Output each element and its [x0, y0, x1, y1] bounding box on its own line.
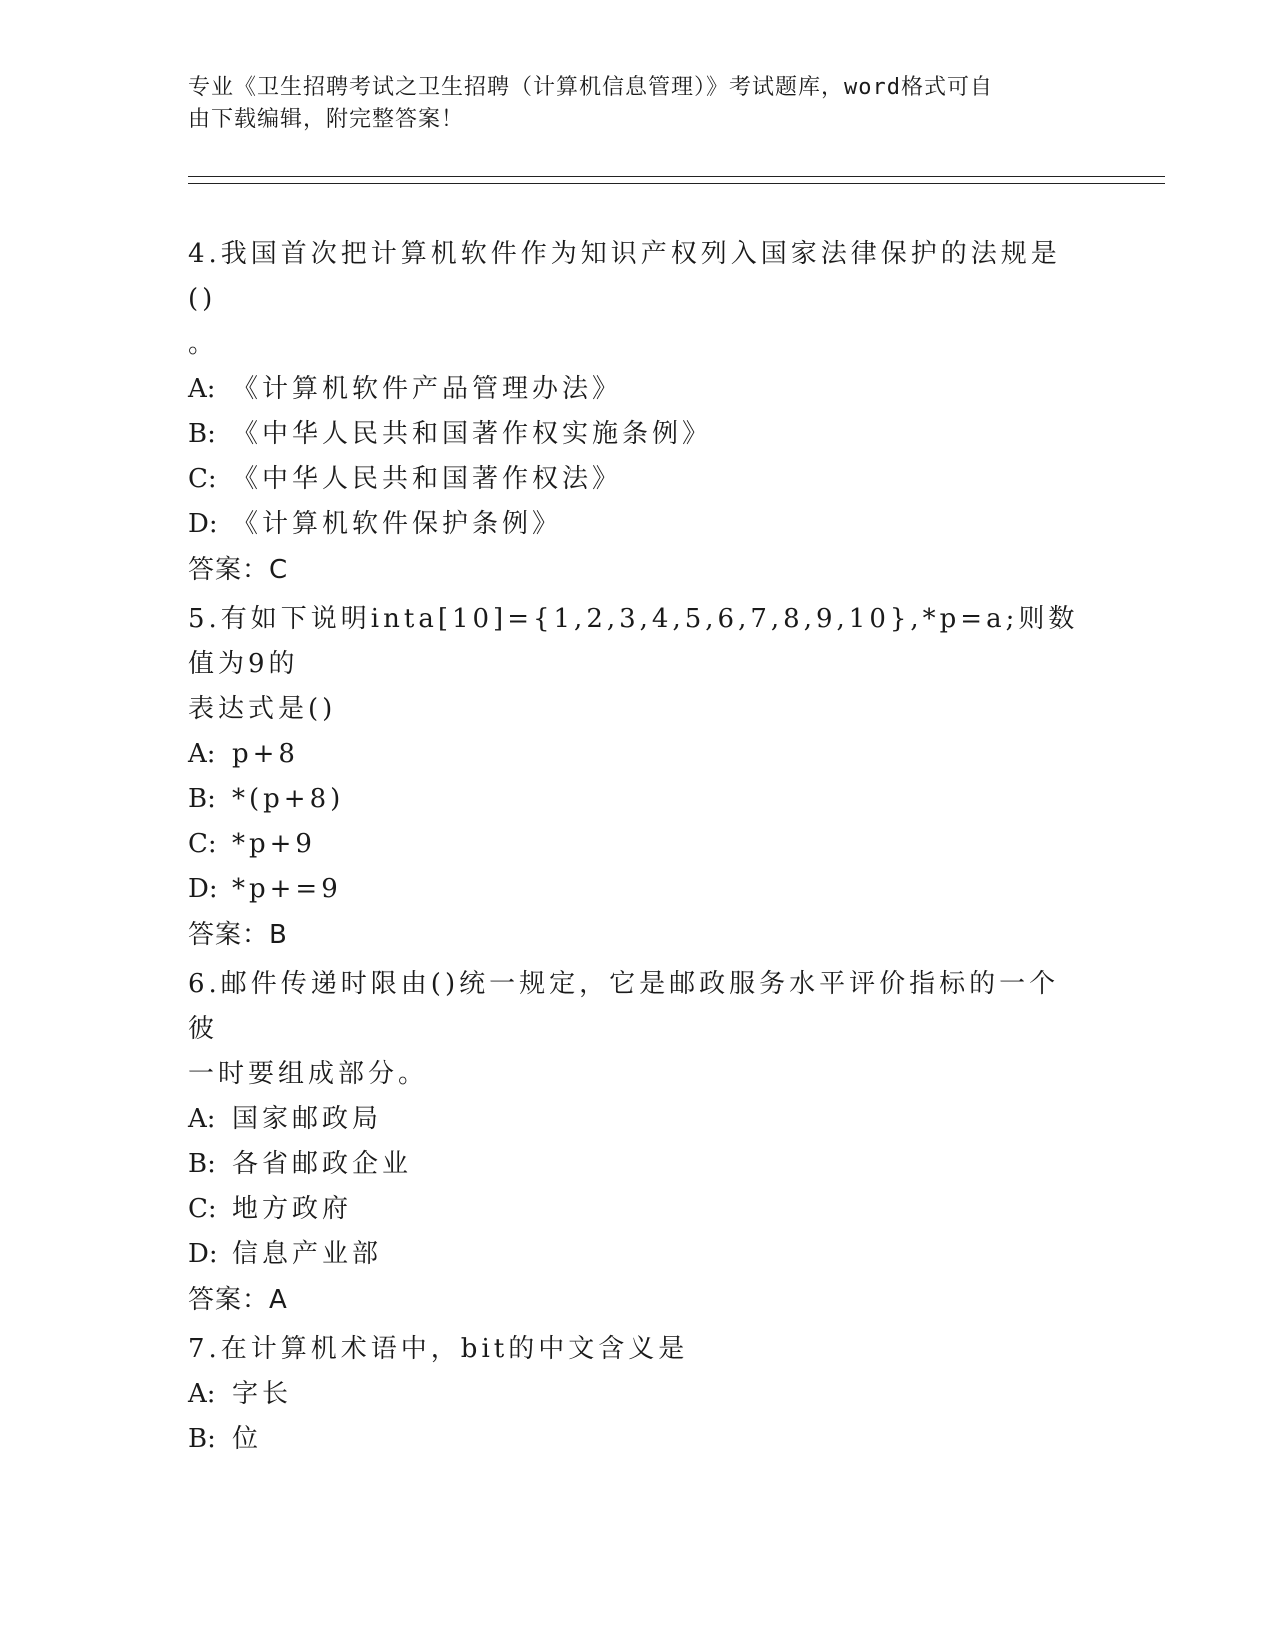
option-key: A: — [188, 1379, 216, 1409]
question-text-line-2: 一时要组成部分。 — [188, 1059, 429, 1089]
option-c — [188, 822, 1088, 867]
option-a — [188, 732, 1088, 777]
option-text: 字长 — [232, 1379, 293, 1409]
option-key: D: — [188, 1239, 218, 1269]
option-key: C: — [188, 829, 217, 859]
question-text-line-1: 4.我国首次把计算机软件作为知识产权列入国家法律保护的法规是() — [188, 239, 1061, 314]
header-line-1: 专业《卫生招聘考试之卫生招聘（计算机信息管理）》考试题库，word格式可自 — [188, 75, 993, 100]
option-key: B: — [188, 784, 216, 814]
question-text-line-1: 6.邮件传递时限由()统一规定，它是邮政服务水平评价指标的一个彼 — [188, 969, 1060, 1044]
option-key: C: — [188, 464, 217, 494]
option-text: 位 — [232, 1424, 263, 1454]
option-text: 国家邮政局 — [232, 1104, 383, 1134]
option-text: 《计算机软件保护条例》 — [232, 509, 563, 539]
option-b — [188, 1142, 1088, 1187]
option-b — [188, 777, 1088, 822]
option-text: *p+=9 — [232, 874, 342, 904]
header-divider-bottom — [188, 183, 1165, 184]
answer-line: 答案：A — [188, 1285, 288, 1315]
option-text: *(p+8) — [232, 784, 345, 814]
option-key: D: — [188, 509, 218, 539]
option-text: 各省邮政企业 — [232, 1149, 413, 1179]
question-text-line-2: 表达式是() — [188, 694, 337, 724]
option-b — [188, 1417, 1088, 1462]
option-d — [188, 1232, 1088, 1277]
option-a — [188, 367, 1088, 412]
option-a — [188, 1097, 1088, 1142]
option-text: 《计算机软件产品管理办法》 — [232, 374, 623, 404]
option-c — [188, 457, 1088, 502]
question-text-line-1: 5.有如下说明inta[10]={1,2,3,4,5,6,7,8,9,10},*p=a;则数值为9的 — [188, 604, 1079, 679]
option-text: 信息产业部 — [232, 1239, 383, 1269]
document-header — [188, 72, 1088, 136]
question-text-line-1: 7.在计算机术语中，bit的中文含义是 — [188, 1334, 689, 1364]
option-text: 《中华人民共和国著作权法》 — [232, 464, 623, 494]
option-text: 地方政府 — [232, 1194, 353, 1224]
question-7 — [188, 1327, 1088, 1462]
option-text: p+8 — [232, 739, 299, 769]
question-6 — [188, 962, 1088, 1323]
option-text: 《中华人民共和国著作权实施条例》 — [232, 419, 713, 449]
option-key: B: — [188, 419, 216, 449]
option-key: B: — [188, 1424, 216, 1454]
option-key: C: — [188, 1194, 217, 1224]
question-5 — [188, 597, 1088, 958]
option-d — [188, 502, 1088, 547]
option-key: D: — [188, 874, 218, 904]
option-c — [188, 1187, 1088, 1232]
option-d — [188, 867, 1088, 912]
option-key: B: — [188, 1149, 216, 1179]
header-divider-top — [188, 176, 1165, 177]
header-line-2: 由下载编辑，附完整答案！ — [188, 107, 465, 132]
question-4 — [188, 232, 1088, 593]
answer-line: 答案：C — [188, 555, 289, 585]
question-text-line-2: 。 — [188, 329, 219, 359]
option-a — [188, 1372, 1088, 1417]
option-b — [188, 412, 1088, 457]
answer-line: 答案：B — [188, 920, 288, 950]
option-key: A: — [188, 374, 216, 404]
option-key: A: — [188, 739, 216, 769]
option-key: A: — [188, 1104, 216, 1134]
option-text: *p+9 — [232, 829, 316, 859]
